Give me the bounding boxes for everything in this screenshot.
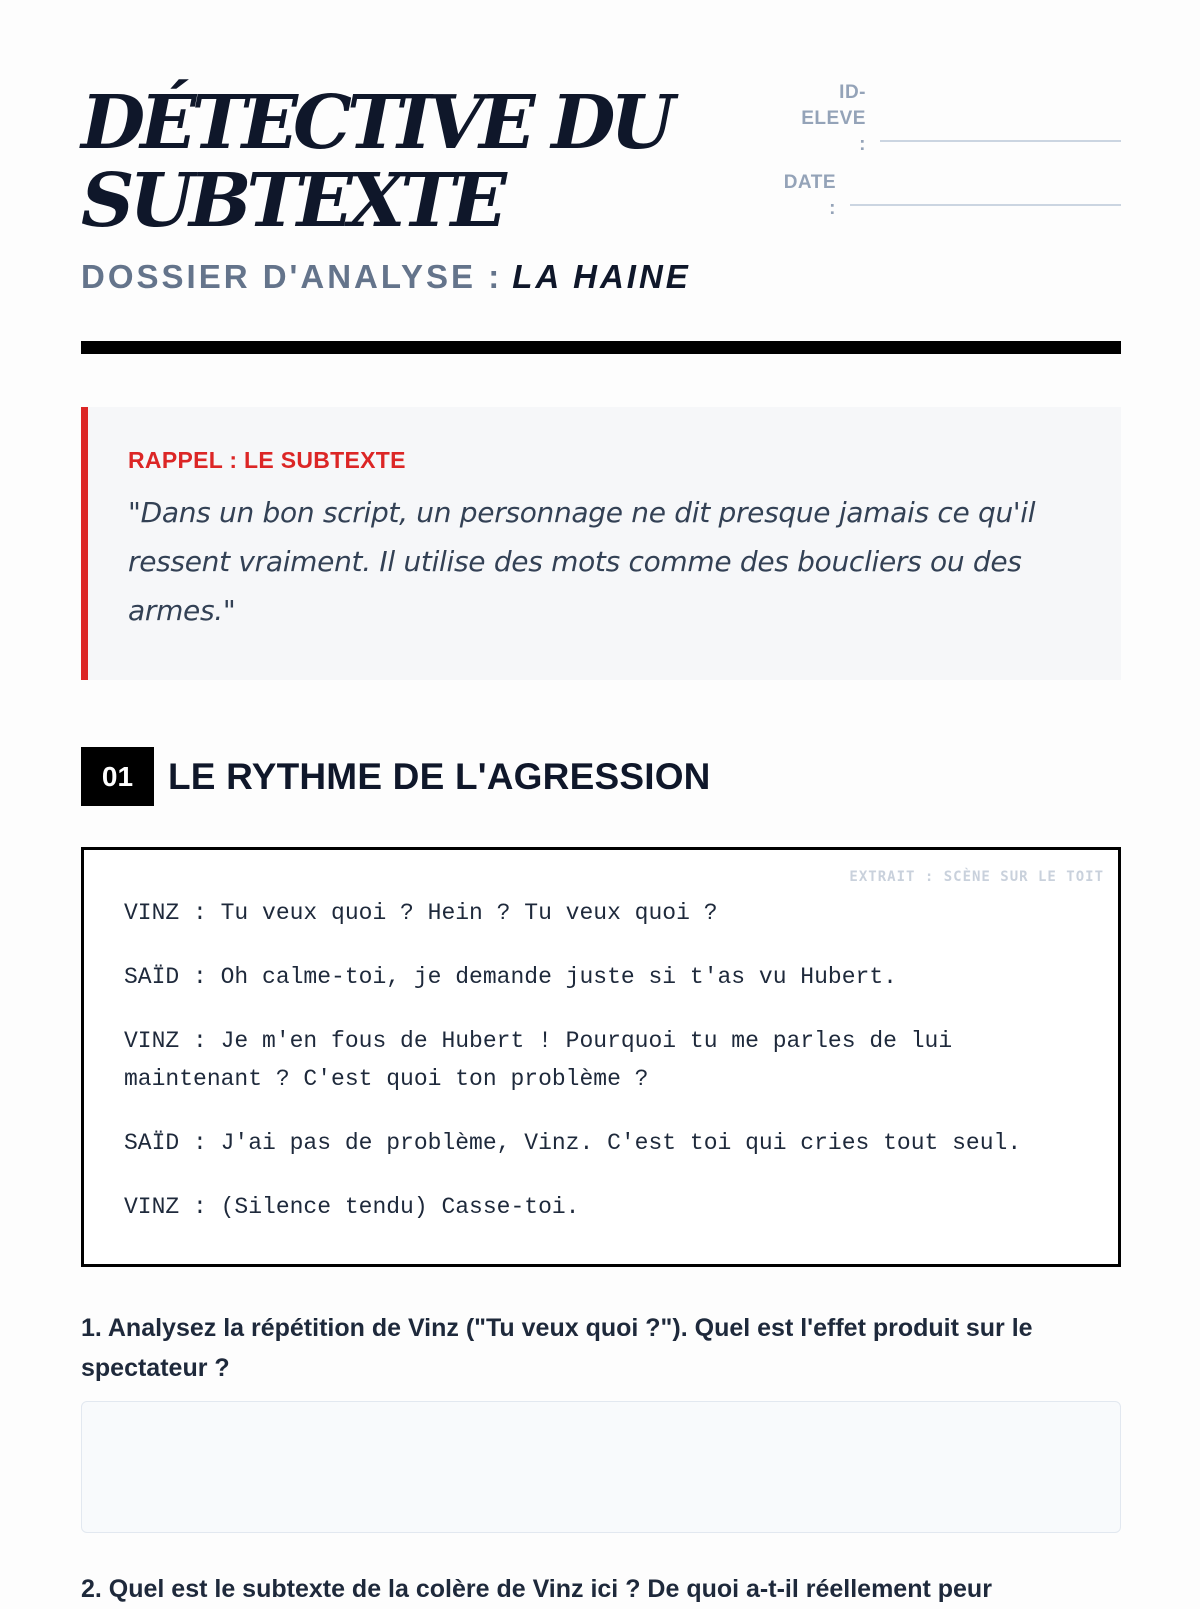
section-number: 01 bbox=[81, 747, 154, 806]
reminder-quote: "Dans un bon script, un personnage ne dit presque jamais ce qu'il ressent vraiment. Il utilise des mots comme des boucliers ou des armes." bbox=[128, 496, 1036, 627]
section-title: LE RYTHME DE L'AGRESSION bbox=[168, 755, 711, 797]
question-2: 2. Quel est le subtexte de la colère de Vinz ici ? De quoi a-t-il réellement peur bbox=[81, 1575, 992, 1603]
id-label: ID-ELEVE : bbox=[801, 82, 866, 155]
script-line: VINZ : (Silence tendu) Casse-toi. bbox=[124, 1194, 580, 1220]
script-line: VINZ : Tu veux quoi ? Hein ? Tu veux quoi ? bbox=[124, 900, 718, 926]
id-row bbox=[776, 80, 1121, 158]
student-meta bbox=[776, 80, 1121, 234]
date-label: DATE : bbox=[783, 172, 836, 219]
date-field[interactable] bbox=[850, 180, 1121, 206]
subtitle-film: LA HAINE bbox=[512, 258, 691, 295]
header-divider bbox=[81, 341, 1121, 354]
id-field[interactable] bbox=[880, 116, 1121, 142]
date-row bbox=[776, 170, 1121, 222]
answer-field-1[interactable] bbox=[81, 1401, 1121, 1533]
reminder-label: RAPPEL : LE SUBTEXTE bbox=[128, 447, 406, 473]
subtitle-prefix: DOSSIER D'ANALYSE : bbox=[81, 258, 503, 295]
script-line: VINZ : Je m'en fous de Hubert ! Pourquoi tu me parles de lui maintenant ? C'est quoi ton problème ? bbox=[124, 1028, 953, 1092]
script-line: SAÏD : J'ai pas de problème, Vinz. C'est toi qui cries tout seul. bbox=[124, 1130, 1022, 1156]
title-line-1: DÉTECTIVE DU bbox=[81, 80, 670, 166]
question-1: 1. Analysez la répétition de Vinz ("Tu veux quoi ?"). Quel est l'effet produit sur le spectateur ? bbox=[81, 1314, 1033, 1382]
reminder-box bbox=[81, 407, 1121, 680]
section-heading-1 bbox=[81, 747, 711, 806]
page-title bbox=[81, 80, 771, 244]
script-excerpt bbox=[81, 847, 1121, 1267]
script-line: SAÏD : Oh calme-toi, je demande juste si t'as vu Hubert. bbox=[124, 964, 897, 990]
excerpt-tag: EXTRAIT : SCÈNE SUR LE TOIT bbox=[849, 869, 1104, 885]
page-subtitle bbox=[81, 258, 691, 296]
title-line-2: SUBTEXTE bbox=[81, 158, 502, 244]
